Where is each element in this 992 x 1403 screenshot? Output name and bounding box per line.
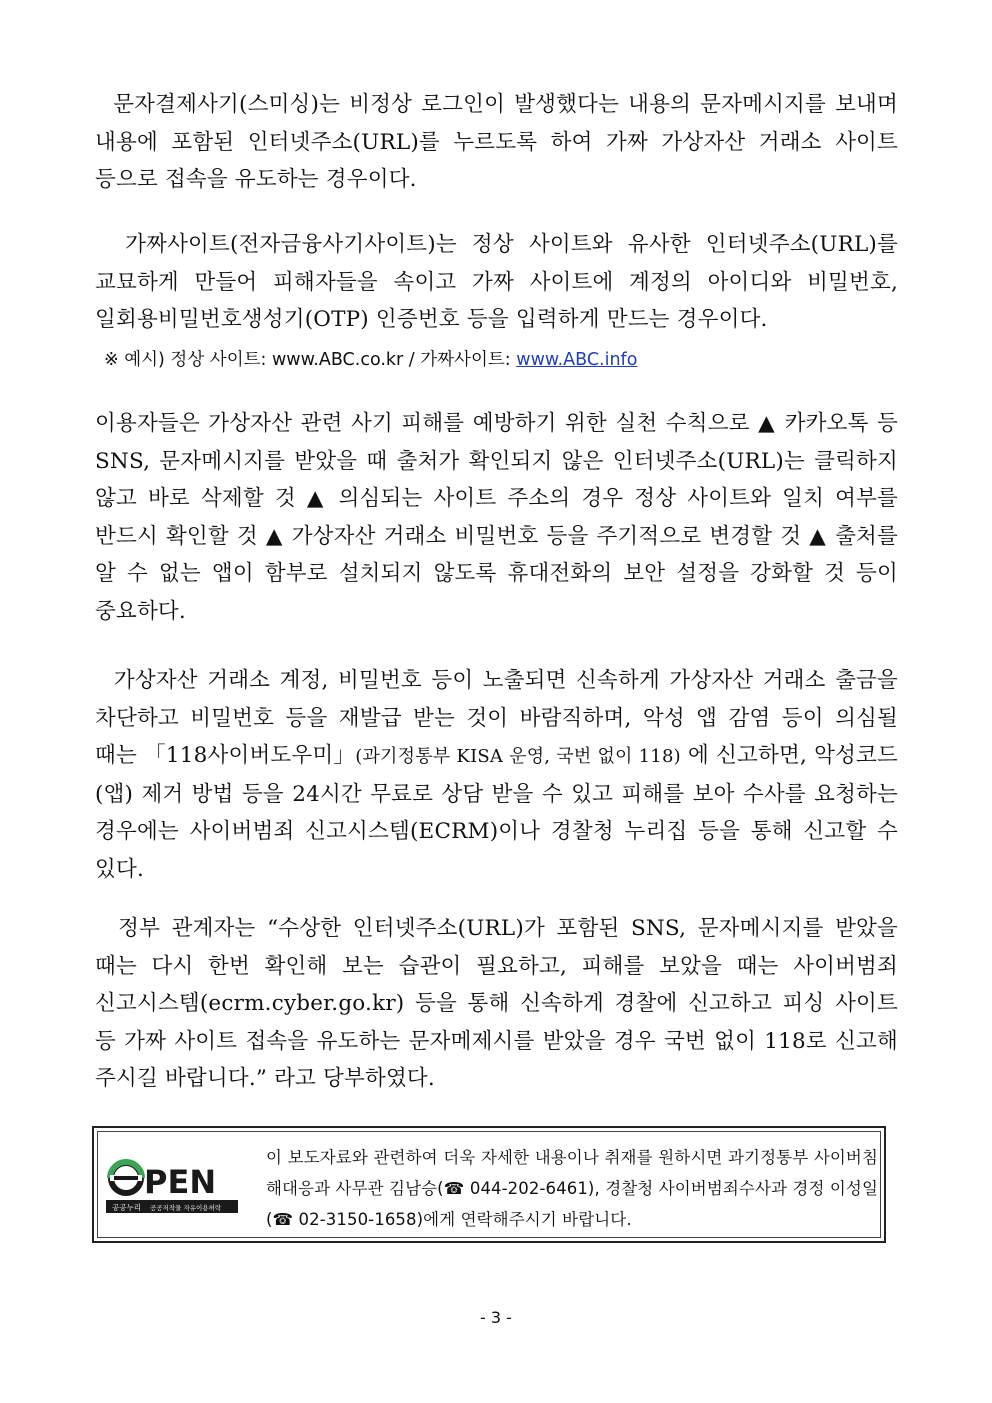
paragraph-response-part-b: 에 신고하면, 악성코드(앱) 제거 방법 등을 24시간 무료로 상담 받을 수 있고 피해를 보아 수사를 요청하는 경우에는 사이버범죄 신고시스템(ECRM)이나 경찰청 누리집 등을 통해 신고할 수 있다. xyxy=(95,743,898,882)
contact-box xyxy=(92,1126,886,1243)
paragraph-smishing: 문자결제사기(스미싱)는 비정상 로그인이 발생했다는 내용의 문자메시지를 보내며 내용에 포함된 인터넷주소(URL)를 누르도록 하여 가짜 가상자산 거래소 사이트 등으로 접속을 유도하는 경우이다. xyxy=(95,92,898,192)
paragraph-official-statement: 정부 관계자는 “수상한 인터넷주소(URL)가 포함된 SNS, 문자메시지를 받았을 때는 다시 한번 확인해 보는 습관이 필요하고, 피해를 보았을 때는 사이버범죄 신고시스템(ecrm.cyber.go.kr) 등을 통해 신속하게 경찰에 신고하고 피싱 사이트 등 가짜 사이트 접속을 유도하는 문자메제시를 받았을 경우 국번 없이 118로 신고해 주시길 바랍니다.” 라고 당부하였다. xyxy=(95,916,898,1091)
paragraph-response xyxy=(95,662,898,888)
kogl-open-logo xyxy=(106,1156,238,1216)
example-note xyxy=(104,347,637,373)
paragraph-response-note: (과기정통부 KISA 운영, 국번 없이 118) xyxy=(355,746,681,767)
kogl-logo-left-label: 공공누리 xyxy=(112,1203,141,1212)
paragraph-prevention-rules: 이용자들은 가상자산 관련 사기 피해를 예방하기 위한 실천 수칙으로 ▲ 카카오톡 등 SNS, 문자메시지를 받았을 때 출처가 확인되지 않은 인터넷주소(URL)는 클릭하지 않고 바로 삭제할 것 ▲ 의심되는 사이트 주소의 경우 정상 사이트와 일치 여부를 반드시 확인할 것 ▲ 가상자산 거래소 비밀번호 등을 주기적으로 변경할 것 ▲ 출처를 알 수 없는 앱이 함부로 설치되지 않도록 휴대전화의 보안 설정을 강화할 것 등이 중요하다. xyxy=(95,411,898,624)
page-number: - 3 - xyxy=(480,1308,512,1327)
kogl-open-logo-wordmark: PEN xyxy=(144,1163,217,1201)
kogl-open-logo-mark xyxy=(110,1162,142,1193)
example-fake-site-link[interactable]: www.ABC.info xyxy=(516,350,638,370)
paragraph-response-part-a: 가상자산 거래소 계정, 비밀번호 등이 노출되면 신속하게 가상자산 거래소 출금을 차단하고 비밀번호 등을 재발급 받는 것이 바람직하며, 악성 앱 감염 등이 의심될 때는 「118사이버도우미」 xyxy=(95,668,898,768)
contact-text: 이 보도자료와 관련하여 더욱 자세한 내용이나 취재를 원하시면 과기정통부 사이버침해대응과 사무관 김남승(☎ 044-202-6461), 경찰청 사이버범죄수사과 경정 이성일 (☎ 02-3150-1658)에게 연락해주시기 바랍니다. xyxy=(266,1148,878,1229)
kogl-logo-right-label: 공공저작물 자유이용허락 xyxy=(150,1204,222,1212)
example-prefix: ※ 예시) 정상 사이트: www.ABC.co.kr / 가짜사이트: xyxy=(104,350,517,370)
paragraph-fake-site: 가짜사이트(전자금융사기사이트)는 정상 사이트와 유사한 인터넷주소(URL)를 교묘하게 만들어 피해자들을 속이고 가짜 사이트에 계정의 아이디와 비밀번호, 일회용비밀번호생성기(OTP) 인증번호 등을 입력하게 만드는 경우이다. xyxy=(95,232,898,332)
